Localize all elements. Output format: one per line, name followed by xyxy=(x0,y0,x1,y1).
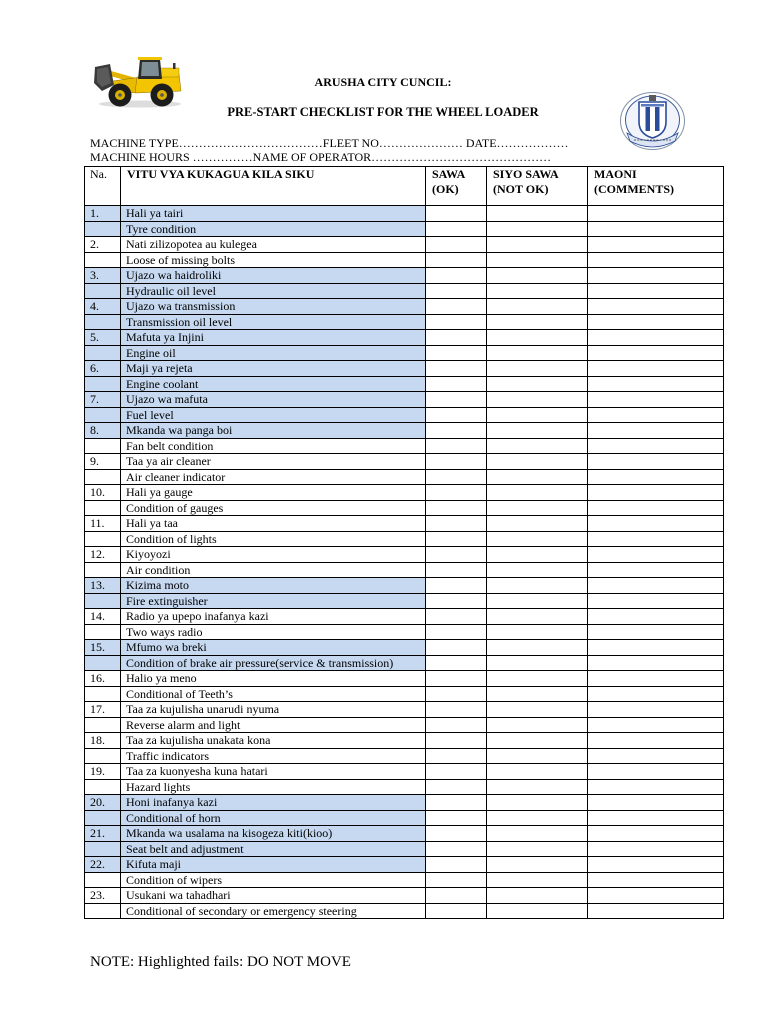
comments-cell xyxy=(588,547,724,563)
not-ok-cell xyxy=(487,423,588,439)
ok-cell xyxy=(426,687,487,703)
item-number-cell: 13. xyxy=(85,578,121,594)
item-check-english: Loose of missing bolts xyxy=(121,253,426,269)
ok-cell xyxy=(426,578,487,594)
item-check-english: Condition of wipers xyxy=(121,873,426,889)
ok-cell xyxy=(426,222,487,238)
item-check-swahili: Hali ya taa xyxy=(121,516,426,532)
machine-fields-line-2: MACHINE HOURS ……………NAME OF OPERATOR……………………………………… xyxy=(90,150,552,164)
ok-cell xyxy=(426,563,487,579)
comments-cell xyxy=(588,377,724,393)
item-number-cell: 1. xyxy=(85,206,121,222)
header-comments-line-1: MAONI xyxy=(594,167,637,181)
item-number-cell xyxy=(85,563,121,579)
not-ok-cell xyxy=(487,594,588,610)
item-number-cell xyxy=(85,377,121,393)
ok-cell xyxy=(426,671,487,687)
not-ok-cell xyxy=(487,718,588,734)
comments-cell xyxy=(588,904,724,920)
not-ok-cell xyxy=(487,206,588,222)
comments-cell xyxy=(588,857,724,873)
comments-cell xyxy=(588,656,724,672)
not-ok-cell xyxy=(487,346,588,362)
ok-cell xyxy=(426,268,487,284)
not-ok-cell xyxy=(487,408,588,424)
comments-cell xyxy=(588,454,724,470)
item-number-cell xyxy=(85,625,121,641)
not-ok-cell xyxy=(487,532,588,548)
ok-cell xyxy=(426,315,487,331)
comments-cell xyxy=(588,625,724,641)
item-check-swahili: Maji ya rejeta xyxy=(121,361,426,377)
page-title: PRE-START CHECKLIST FOR THE WHEEL LOADER xyxy=(227,105,539,119)
not-ok-cell xyxy=(487,687,588,703)
item-number-cell xyxy=(85,284,121,300)
ok-cell xyxy=(426,408,487,424)
item-number-cell: 9. xyxy=(85,454,121,470)
item-number-cell: 7. xyxy=(85,392,121,408)
not-ok-cell xyxy=(487,625,588,641)
not-ok-cell xyxy=(487,501,588,517)
header-items xyxy=(121,167,426,206)
ok-cell xyxy=(426,609,487,625)
comments-cell xyxy=(588,888,724,904)
item-number-cell: 15. xyxy=(85,640,121,656)
not-ok-cell xyxy=(487,392,588,408)
ok-cell xyxy=(426,625,487,641)
ok-cell xyxy=(426,377,487,393)
item-check-swahili: Mfumo wa breki xyxy=(121,640,426,656)
item-number-cell: 2. xyxy=(85,237,121,253)
comments-cell xyxy=(588,594,724,610)
header-not-ok xyxy=(487,167,588,206)
not-ok-cell xyxy=(487,315,588,331)
ok-cell xyxy=(426,284,487,300)
item-number-cell: 5. xyxy=(85,330,121,346)
item-number-cell xyxy=(85,253,121,269)
item-check-swahili: Taa za kuonyesha kuna hatari xyxy=(121,764,426,780)
ok-cell xyxy=(426,237,487,253)
item-number-cell: 11. xyxy=(85,516,121,532)
not-ok-cell xyxy=(487,547,588,563)
header-comments-line-2: (COMMENTS) xyxy=(594,182,674,196)
ok-cell xyxy=(426,501,487,517)
ok-cell xyxy=(426,532,487,548)
item-number-cell: 14. xyxy=(85,609,121,625)
ok-cell xyxy=(426,780,487,796)
not-ok-cell xyxy=(487,749,588,765)
item-check-english: Conditional of Teeth’s xyxy=(121,687,426,703)
ok-cell xyxy=(426,454,487,470)
comments-cell xyxy=(588,361,724,377)
not-ok-cell xyxy=(487,516,588,532)
item-number-cell xyxy=(85,873,121,889)
item-check-english: Air cleaner indicator xyxy=(121,470,426,486)
header-items-label: VITU VYA KUKAGUA KILA SIKU xyxy=(127,167,315,181)
comments-cell xyxy=(588,346,724,362)
ok-cell xyxy=(426,656,487,672)
not-ok-cell xyxy=(487,826,588,842)
ok-cell xyxy=(426,439,487,455)
not-ok-cell xyxy=(487,253,588,269)
comments-cell xyxy=(588,501,724,517)
not-ok-cell xyxy=(487,640,588,656)
comments-cell xyxy=(588,299,724,315)
ok-cell xyxy=(426,873,487,889)
not-ok-cell xyxy=(487,702,588,718)
not-ok-cell xyxy=(487,811,588,827)
item-check-english: Fan belt condition xyxy=(121,439,426,455)
item-check-english: Hazard lights xyxy=(121,780,426,796)
not-ok-cell xyxy=(487,764,588,780)
comments-cell xyxy=(588,532,724,548)
item-check-english: Condition of gauges xyxy=(121,501,426,517)
item-check-english: Engine coolant xyxy=(121,377,426,393)
item-number-cell xyxy=(85,501,121,517)
not-ok-cell xyxy=(487,485,588,501)
item-check-swahili: Mkanda wa usalama na kisogeza kiti(kioo) xyxy=(121,826,426,842)
not-ok-cell xyxy=(487,795,588,811)
item-number-cell xyxy=(85,904,121,920)
ok-cell xyxy=(426,392,487,408)
comments-cell xyxy=(588,811,724,827)
ok-cell xyxy=(426,516,487,532)
ok-cell xyxy=(426,330,487,346)
item-check-swahili: Ujazo wa haidroliki xyxy=(121,268,426,284)
item-check-swahili: Halio ya meno xyxy=(121,671,426,687)
header-ok-line-1: SAWA xyxy=(432,167,466,181)
not-ok-cell xyxy=(487,330,588,346)
item-number-cell xyxy=(85,749,121,765)
item-check-english: Hydraulic oil level xyxy=(121,284,426,300)
item-check-swahili: Mafuta ya Injini xyxy=(121,330,426,346)
ok-cell xyxy=(426,733,487,749)
item-check-english: Traffic indicators xyxy=(121,749,426,765)
item-check-english: Condition of lights xyxy=(121,532,426,548)
item-number-cell: 21. xyxy=(85,826,121,842)
item-number-cell xyxy=(85,408,121,424)
comments-cell xyxy=(588,237,724,253)
not-ok-cell xyxy=(487,904,588,920)
item-check-swahili: Kizima moto xyxy=(121,578,426,594)
ok-cell xyxy=(426,640,487,656)
not-ok-cell xyxy=(487,237,588,253)
item-check-english: Engine oil xyxy=(121,346,426,362)
comments-cell xyxy=(588,826,724,842)
item-number-cell xyxy=(85,656,121,672)
item-number-cell xyxy=(85,780,121,796)
not-ok-cell xyxy=(487,873,588,889)
item-number-cell: 6. xyxy=(85,361,121,377)
not-ok-cell xyxy=(487,222,588,238)
item-number-cell: 3. xyxy=(85,268,121,284)
item-number-cell xyxy=(85,718,121,734)
machine-fields-line-1: MACHINE TYPE………………………………FLEET NO………………… DATE……………… xyxy=(90,136,569,150)
comments-cell xyxy=(588,439,724,455)
ok-cell xyxy=(426,423,487,439)
comments-cell xyxy=(588,485,724,501)
item-number-cell: 18. xyxy=(85,733,121,749)
item-check-english: Fuel level xyxy=(121,408,426,424)
item-check-english: Reverse alarm and light xyxy=(121,718,426,734)
comments-cell xyxy=(588,687,724,703)
item-check-english: Conditional of horn xyxy=(121,811,426,827)
not-ok-cell xyxy=(487,361,588,377)
comments-cell xyxy=(588,563,724,579)
council-name: ARUSHA CITY CUNCIL: xyxy=(314,75,452,89)
ok-cell xyxy=(426,749,487,765)
item-check-english: Air condition xyxy=(121,563,426,579)
council-seal-logo xyxy=(619,91,686,151)
ok-cell xyxy=(426,718,487,734)
comments-cell xyxy=(588,408,724,424)
comments-cell xyxy=(588,578,724,594)
item-number-cell xyxy=(85,346,121,362)
ok-cell xyxy=(426,888,487,904)
item-check-swahili: Taa ya air cleaner xyxy=(121,454,426,470)
item-number-cell: 22. xyxy=(85,857,121,873)
ok-cell xyxy=(426,547,487,563)
ok-cell xyxy=(426,842,487,858)
comments-cell xyxy=(588,842,724,858)
item-number-cell: 20. xyxy=(85,795,121,811)
item-number-cell xyxy=(85,687,121,703)
item-number-cell: 23. xyxy=(85,888,121,904)
footer-note: NOTE: Highlighted fails: DO NOT MOVE xyxy=(90,954,351,970)
comments-cell xyxy=(588,315,724,331)
not-ok-cell xyxy=(487,439,588,455)
comments-cell xyxy=(588,206,724,222)
ok-cell xyxy=(426,361,487,377)
item-check-swahili: Hali ya tairi xyxy=(121,206,426,222)
item-check-swahili: Honi inafanya kazi xyxy=(121,795,426,811)
not-ok-cell xyxy=(487,609,588,625)
ok-cell xyxy=(426,826,487,842)
comments-cell xyxy=(588,423,724,439)
comments-cell xyxy=(588,470,724,486)
item-check-english: Transmission oil level xyxy=(121,315,426,331)
not-ok-cell xyxy=(487,268,588,284)
ok-cell xyxy=(426,485,487,501)
not-ok-cell xyxy=(487,780,588,796)
comments-cell xyxy=(588,733,724,749)
item-number-cell: 10. xyxy=(85,485,121,501)
item-number-cell xyxy=(85,532,121,548)
ok-cell xyxy=(426,346,487,362)
comments-cell xyxy=(588,284,724,300)
not-ok-cell xyxy=(487,563,588,579)
comments-cell xyxy=(588,516,724,532)
comments-cell xyxy=(588,671,724,687)
comments-cell xyxy=(588,873,724,889)
ok-cell xyxy=(426,857,487,873)
item-number-cell: 12. xyxy=(85,547,121,563)
header-ok-line-2: (OK) xyxy=(432,182,459,196)
comments-cell xyxy=(588,330,724,346)
ok-cell xyxy=(426,470,487,486)
ok-cell xyxy=(426,206,487,222)
item-check-english: Seat belt and adjustment xyxy=(121,842,426,858)
item-check-english: Conditional of secondary or emergency steering xyxy=(121,904,426,920)
item-check-swahili: Kiyoyozi xyxy=(121,547,426,563)
item-check-swahili: Radio ya upepo inafanya kazi xyxy=(121,609,426,625)
item-number-cell xyxy=(85,594,121,610)
ok-cell xyxy=(426,811,487,827)
not-ok-cell xyxy=(487,888,588,904)
ok-cell xyxy=(426,299,487,315)
ok-cell xyxy=(426,702,487,718)
header-no-label: Na. xyxy=(90,167,107,181)
comments-cell xyxy=(588,222,724,238)
comments-cell xyxy=(588,780,724,796)
item-check-swahili: Kifuta maji xyxy=(121,857,426,873)
not-ok-cell xyxy=(487,656,588,672)
comments-cell xyxy=(588,640,724,656)
comments-cell xyxy=(588,702,724,718)
not-ok-cell xyxy=(487,578,588,594)
item-check-swahili: Taa za kujulisha unakata kona xyxy=(121,733,426,749)
header-not-ok-line-1: SIYO SAWA xyxy=(493,167,559,181)
header-not-ok-line-2: (NOT OK) xyxy=(493,182,549,196)
comments-cell xyxy=(588,764,724,780)
item-check-swahili: Mkanda wa panga boi xyxy=(121,423,426,439)
item-check-swahili: Hali ya gauge xyxy=(121,485,426,501)
item-check-swahili: Ujazo wa transmission xyxy=(121,299,426,315)
item-check-english: Two ways radio xyxy=(121,625,426,641)
not-ok-cell xyxy=(487,857,588,873)
item-number-cell xyxy=(85,811,121,827)
not-ok-cell xyxy=(487,299,588,315)
checklist-table xyxy=(84,166,724,919)
ok-cell xyxy=(426,904,487,920)
comments-cell xyxy=(588,795,724,811)
not-ok-cell xyxy=(487,671,588,687)
item-number-cell: 8. xyxy=(85,423,121,439)
item-number-cell xyxy=(85,842,121,858)
item-number-cell: 16. xyxy=(85,671,121,687)
not-ok-cell xyxy=(487,842,588,858)
item-number-cell xyxy=(85,470,121,486)
comments-cell xyxy=(588,392,724,408)
comments-cell xyxy=(588,749,724,765)
not-ok-cell xyxy=(487,377,588,393)
item-check-english: Fire extinguisher xyxy=(121,594,426,610)
header-no xyxy=(85,167,121,206)
ok-cell xyxy=(426,594,487,610)
item-check-swahili: Nati zilizopotea au kulegea xyxy=(121,237,426,253)
item-check-english: Tyre condition xyxy=(121,222,426,238)
not-ok-cell xyxy=(487,454,588,470)
comments-cell xyxy=(588,718,724,734)
comments-cell xyxy=(588,609,724,625)
not-ok-cell xyxy=(487,733,588,749)
item-number-cell xyxy=(85,222,121,238)
item-check-swahili: Ujazo wa mafuta xyxy=(121,392,426,408)
item-number-cell xyxy=(85,439,121,455)
comments-cell xyxy=(588,253,724,269)
header-ok xyxy=(426,167,487,206)
item-check-swahili: Usukani wa tahadhari xyxy=(121,888,426,904)
comments-cell xyxy=(588,268,724,284)
not-ok-cell xyxy=(487,284,588,300)
item-number-cell: 4. xyxy=(85,299,121,315)
ok-cell xyxy=(426,764,487,780)
not-ok-cell xyxy=(487,470,588,486)
header-comments xyxy=(588,167,724,206)
ok-cell xyxy=(426,253,487,269)
ok-cell xyxy=(426,795,487,811)
item-check-english: Condition of brake air pressure(service & transmission) xyxy=(121,656,426,672)
item-check-swahili: Taa za kujulisha unarudi nyuma xyxy=(121,702,426,718)
item-number-cell: 17. xyxy=(85,702,121,718)
item-number-cell xyxy=(85,315,121,331)
item-number-cell: 19. xyxy=(85,764,121,780)
